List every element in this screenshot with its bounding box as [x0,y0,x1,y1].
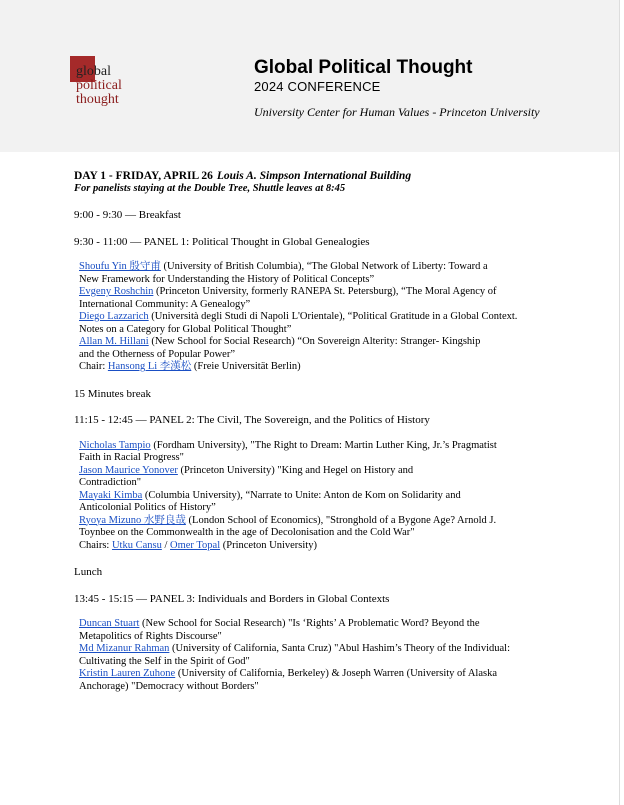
list-item [79,490,554,515]
talk-info-cont: and the Otherness of Popular Power” [79,348,236,360]
chair-affiliation: (Princeton University) [220,539,317,551]
talk-info: (New School for Social Research) “On Sovereign Alterity: Stranger- Kingship [148,336,481,347]
schedule [74,170,554,693]
speaker-link[interactable]: Duncan Stuart [79,618,140,629]
logo-line-1: global [76,64,111,79]
panel3-title: 13:45 - 15:15 — PANEL 3: Individuals and Borders in Global Contexts [74,592,390,605]
talk-info-cont: Faith in Racial Progress" [79,452,184,463]
talk-info-cont: New Framework for Understanding the History of Political Concepts” [79,273,375,285]
speaker-link[interactable]: Md Mizanur Rahman [79,643,170,654]
chair-link[interactable]: Utku Cansu [111,539,162,551]
shuttle-note: For panelists staying at the Double Tree, Shuttle leaves at 8:45 [74,182,346,194]
list-item [79,336,554,361]
talk-info-cont: Metapolitics of Rights Discourse" [79,630,222,642]
conference-subtitle: 2024 CONFERENCE [254,79,381,94]
logo-line-3: thought [76,92,119,107]
talk-info: (University of British Columbia), “The Global Network of Liberty: Toward a [160,261,488,272]
speaker-link[interactable]: Nicholas Tampio [79,439,151,451]
speaker-link[interactable]: Kristin Lauren Zuhone [79,668,176,679]
conference-logo [70,56,150,110]
talk-info: (Fordham University), "The Right to Dream: Martin Luther King, Jr.’s Pragmatist [150,439,497,451]
logo-line-2: political [76,78,122,93]
talk-info: (Princeton University, formerly RANEPA St. Petersburg), “The Moral Agency of [153,286,497,297]
panel1-talks [79,261,554,374]
talk-info: (University of California, Berkeley) & Joseph Warren (University of Alaska [175,668,497,679]
speaker-link[interactable]: Evgeny Roshchin [79,286,154,297]
talk-info-cont: Anticolonial Politics of History” [79,502,216,513]
day-heading [74,170,554,183]
talk-info: (University of California, Santa Cruz) "Abul Hashim’s Theory of the Individual: [169,643,511,654]
chair-affiliation: (Freie Universität Berlin) [191,361,301,372]
talk-info-cont: Anchorage) "Democracy without Borders" [79,680,259,692]
speaker-link[interactable]: Mayaki Kimba [79,489,143,501]
talk-info-cont: Cultivating the Self in the Spirit of God" [79,655,250,667]
chair-separator: / [161,539,171,551]
chair-link[interactable]: Hansong Li 李漢松 [107,361,192,372]
talk-info-cont: Notes on a Category for Global Political Thought” [79,323,292,335]
list-item [79,668,554,693]
lunch-slot: Lunch [74,566,103,578]
day-location: Louis A. Simpson International Building [216,170,412,182]
talk-info: (Università degli Studi di Napoli L'Orientale), “Political Gratitude in a Global Context. [148,311,518,322]
list-item [79,311,554,336]
talk-info-cont: International Community: A Genealogy” [79,298,251,310]
talk-info: (London School of Economics), "Stronghold of a Bygone Age? Arnold J. [185,514,497,526]
talk-info: (Princeton University) "King and Hegel on History and [177,464,414,476]
speaker-link[interactable]: Diego Lazzarich [79,311,149,322]
affiliation: University Center for Human Values - Princeton University [254,105,540,119]
speaker-link[interactable]: Shoufu Yin 殷守甫 [79,261,161,272]
list-item [79,515,554,540]
talk-info-cont: Contradiction" [79,477,142,488]
panel1-chair [79,361,554,374]
talk-info: (New School for Social Research) "Is ‘Rights’ A Problematic Word? Beyond the [139,618,480,629]
talk-info-cont: Toynbee on the Commonwealth in the age of Decolonisation and the Cold War" [79,527,415,538]
chair-prefix: Chairs: [79,539,112,551]
list-item [79,643,554,668]
break-slot: 15 Minutes break [74,387,151,400]
conference-title: Global Political Thought [254,57,473,78]
panel1-title: 9:30 - 11:00 — PANEL 1: Political Thought in Global Genealogies [74,235,370,248]
day-label: DAY 1 - FRIDAY, APRIL 26 [74,170,213,182]
speaker-link[interactable]: Allan M. Hillani [79,336,149,347]
panel3-talks [79,618,554,693]
chair-prefix: Chair: [79,361,108,372]
list-item [79,261,554,286]
list-item [79,440,554,465]
speaker-link[interactable]: Ryoya Mizuno 水野良哉 [79,514,186,526]
talk-info: (Columbia University), “Narrate to Unite: Anton de Kom on Solidarity and [142,489,461,501]
list-item [79,465,554,490]
speaker-link[interactable]: Jason Maurice Yonover [79,464,178,476]
breakfast-slot: 9:00 - 9:30 — Breakfast [74,209,181,221]
panel2-title: 11:15 - 12:45 — PANEL 2: The Civil, The Sovereign, and the Politics of History [74,414,430,426]
panel2-talks [79,440,554,553]
chair-link-2[interactable]: Omer Topal [170,539,221,551]
header [0,0,619,152]
list-item [79,618,554,643]
panel2-chairs [79,540,554,553]
list-item [79,286,554,311]
